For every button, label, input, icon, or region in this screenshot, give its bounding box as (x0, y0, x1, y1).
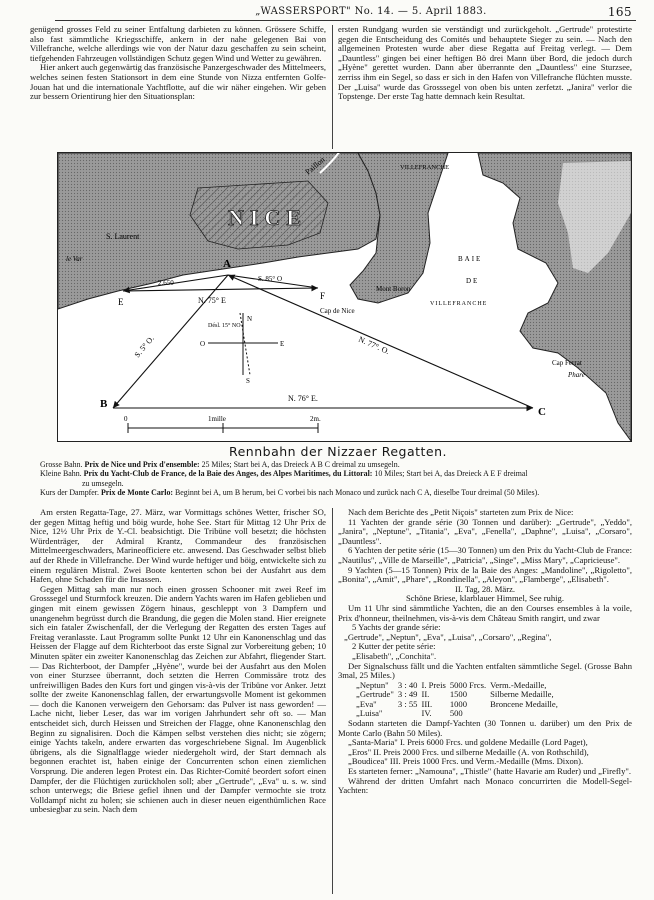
legend-kleine-prize: Prix du Yacht-Club de France, de la Baie des Anges, des Alpes Maritimes, du Littoral: (83, 469, 373, 479)
label-cap-de-nice: Cap de Nice (320, 307, 355, 315)
cell-time: 3 : 40 (397, 679, 418, 690)
label-phare: Phare (568, 371, 585, 379)
paragraph: ersten Rundgang wurden sie verständigt und zurückgeholt. „Gertrude" protestirte gegen die Entscheidung des Comités und behauptete Sieger zu sein. — Nach den allgemeinen Protesten wurde aber diese Regatta auf Freitag verlegt. — Dem „Dauntless" gingen bei einer heftigen Bö drei Mann über Bord, die jedoch durch „Hyène" gerettet wurden. Dann aber überrannte den „Dauntless" eine Sturzsee, zerriss ihm ein Segel, so dass er sich in den Hafen von Villefranche flüchten musste. Der „Luisa" wurde das Grosssegel von oben bis unten zerfetzt. „Janira" verlor die Topstenge. Der erste Tag hatte demnach kein Resultat. (338, 24, 632, 102)
paragraph: Der Signalschuss fällt und die Yachten entfalten sämmtliche Segel. (Grosse Bahn 3mal, 25 Miles.) (338, 660, 632, 681)
paragraph: Während der dritten Umfahrt nach Monaco concurrirten die Modell-Segel-Yachten: (338, 775, 632, 796)
label-compass-s: S (246, 377, 250, 385)
page-number: 165 (607, 5, 632, 19)
paragraph: Sodann starteten die Dampf-Yachten (30 Tonnen u. darüber) um den Prix de Monte Carlo (Bahn 50 Miles). (338, 718, 632, 738)
cell-prize: 1500 (449, 689, 467, 700)
legend-grosse-label: Grosse Bahn. (40, 460, 83, 469)
paragraph: Gegen Mittag sah man nur noch einen grossen Schooner mit zwei Reef im Grosssegel und Sturmfock kreuzen. Die andern Yachts waren im Hafen geblieben und gingen mit einem gewissen Zögern hinaus, geschleppt von 3 Dampfern und unangenehm begrüsst durch die Brandung, die gegen die Molen stand. Hier ereignete sich ein fataler Zwischenfall, der die Verlegung der Regatten des ersten Tages auf Freitag veranlasste. Laut Programm sollte Punkt 12 Uhr ein Kanonenschlag und das Heissen der Flagge auf dem Richterboot das erste Signal zur Vorbereitung geben; 10 Minuten später ein zweiter Kanonenschlag das Zeichen zur Abfahrt, fliegender Start. — Das Richterboot, der Dampfer „Hyène", wurde bei der Ausfahrt aus den Molen von einer Sturzsee überrannt, doch setzten die Herren Commissäre trotz des unfreiwilligen Bades den Kurs fort und gingen vis-à-vis der Tribüne vor Anker. Jetzt sollte der zweite Kanonenschlag fallen, der erwartungsvolle Moment ist gekommen — doch die Kanonen verweigern den Gehorsam: das Pulver ist nass geworden! — Lache nicht, lieber Leser, das war im vorigen Jahrhundert sehr oft so. — Man entscheidet sich, durch Heissen und Streichen der Flagge, ohne Kanonenschlag den Beginn zu signalisiren. Doch die Kämpen selbst verstehen dies nicht; sie zögern; einige Yachts takeln, andere erwarten das vorgeschriebene Signal. Im Augenblick übrigens, als die Signalflagge wieder niedergeholt wird, der Start demnach als begonnen erachtet ist, haben einige der Concurrenten schon einen ziemlichen Vorsprung. Die anderen legen Protest ein. Das Richter-Comité beordert sofort einen Dampfer, der die Flüchtigen zurückholen soll; aber „Gertrude", „Eva" u. s. w. sind schon unterwegs; die Briese gefiel ihnen und der Dampfer vermochte sie trotz Volldampf nicht zu holen; sie schienen auch in dieser neuen eigenthümlichen Race unbesiegbar zu sein. Nach dem (30, 583, 326, 815)
bottom-left-column (30, 508, 326, 815)
cell-time: 3 : 55 (397, 698, 418, 709)
results-table (356, 681, 562, 719)
label-st-laurent: S. Laurent (106, 232, 140, 241)
cell-medal: Verm.-Medaille, (490, 679, 547, 690)
paragraph: „Santa-Maria" I. Preis 6000 Frcs. und goldene Medaille (Lord Paget), (348, 737, 588, 748)
cell-place: II. (421, 689, 430, 700)
paragraph: 5 Yachts der grande série: (352, 622, 441, 633)
paragraph: Am ersten Regatta-Tage, 27. März, war Vormittags schönes Wetter, frischer SO, der gegen Mittag heftig und böig wurde, hohe See. Start für Mittag 12 Uhr Prix de Nice, 12½ Uhr Prix de Y.-Cl. beabsichtigt. Die Tribüne voll besetzt; die höchsten Würdenträger, der Admiral Krantz, Commandeur des französischen Mittelmeergeschwaders, Marineofficiere etc. anwesend. Das Geschwader selbst blieb auf der Rhede in Villefranche. Der Wind wurde heftiger und böig, entwickelte sich zu einem regulären Mistral. Zwei Boote kenterten schon bei der Ausfahrt aus dem Hafen, ohne Schaden für die Insassen. (30, 507, 326, 585)
top-left-column (30, 25, 326, 102)
label-de: DE (466, 277, 480, 285)
paragraph: Nach dem Berichte des „Petit Niçois" starteten zum Prix de Nice: (348, 507, 574, 517)
cell-yacht: „Eva" (356, 698, 377, 709)
paragraph: 6 Yachten der petite série (15—30 Tonnen) um den Prix du Yacht-Club de France: „Nautilus", „Ville de Marseille", „Patricia", „Singe", „Miss Mary", „Capricieuse". (338, 545, 632, 565)
point-e: E (118, 297, 124, 307)
cell-medal: Silberne Medaille, (490, 689, 554, 700)
scale-2: 2m. (310, 415, 321, 423)
label-le-var: le Var (66, 255, 83, 263)
regatta-course-map (57, 152, 632, 442)
label-baie: BAIE (458, 255, 483, 263)
paragraph: 11 Yachten der grande série (30 Tonnen und darüber): „Gertrude", „Yeddo", „Janira", „Neptune", „Titania", „Eva", „Fenella", „Daphne", „Luisa", „Corsaro", „Dauntless". (338, 516, 632, 546)
cell-medal: Broncene Medaille, (490, 698, 558, 709)
map-legend (40, 460, 636, 498)
legend-kleine-text: 10 Miles; Start bei A, das Dreieck A E F dreimal (374, 469, 528, 479)
paragraph: Es starteten ferner: „Namouna", „Thistle" (hatte Havarie am Ruder) und „Firefly". (348, 766, 632, 777)
legend-dampfer-prize: Prix de Monte Carlo: (100, 488, 174, 498)
map-svg (58, 153, 631, 441)
cell-prize: 500 (449, 708, 463, 719)
cell-yacht: „Gertrude" (356, 689, 394, 700)
label-villefranche-bay: VILLEFRANCHE (430, 301, 488, 307)
label-compass-o: O (200, 340, 206, 348)
page-header (30, 6, 632, 20)
point-b: B (100, 398, 108, 410)
cell-prize: 1000 (449, 698, 467, 709)
label-villefranche-town: VILLEFRANCHE (400, 164, 450, 171)
legend-grosse-prize: Prix de Nice und Prix d'ensemble: (84, 460, 200, 469)
cell-prize: 5000 Frcs. (449, 679, 487, 690)
map-caption: Rennbahn der Nizzaer Regatten. (228, 444, 447, 459)
paragraph: genügend grosses Feld zu seiner Entfaltung darbieten zu können. Grössere Schiffe, also fast sämmtliche Kriegsschiffe, ankern in der nahe gelegenen Bai von Villefranche, welche allerdings wie von der Natur dazu geschaffen zu sein scheint, tiefgehenden Fahrzeugen vollständigen Schutz gegen Wind und Wetter zu gewähren. (30, 24, 326, 63)
point-a: A (223, 258, 231, 270)
cell-time: 3 : 49 (397, 689, 418, 700)
header-title: „WASSERSPORT" No. 14. — 5. April 1883. (255, 6, 487, 17)
paragraph: „Boudicea" III. Preis 1000 Frcs. und Verm.-Medaille (Mms. Dixon). (348, 756, 584, 767)
map-scale-bar (128, 423, 318, 433)
label-compass-e: E (280, 340, 285, 348)
dist-2650: 2.650 (158, 279, 174, 287)
legend-kleine-text2: zu umsegeln. (82, 478, 124, 488)
point-c: C (538, 406, 546, 418)
scale-1: 1mille (208, 415, 226, 423)
paragraph: „Eros" II. Preis 2000 Frcs. und silberne Medaille (A. von Rothschild), (348, 746, 589, 757)
bottom-right-column (338, 508, 632, 796)
label-compass-n: N (247, 315, 253, 323)
label-mont-boron: Mont Boron (376, 285, 411, 293)
cell-place: I. Preis (421, 679, 446, 690)
legend-dampfer-text: Beginnt bei A, um B herum, bei C vorbei bis nach Monaco und zurück nach C A, dieselbe Tour dreimal (50 Miles). (175, 488, 540, 498)
paragraph: „Elisabeth", „Conchita". (352, 650, 437, 661)
legend-kleine-label: Kleine Bahn. (40, 469, 82, 479)
header-rule (55, 20, 636, 21)
cell-place: IV. (421, 708, 432, 719)
column-divider (332, 25, 333, 149)
label-cap-ferrat: Cap Ferrat (552, 359, 582, 367)
bearing-s5o: S. 5° O. (132, 334, 156, 360)
column-divider (332, 508, 333, 894)
bearing-n77o: N. 77°. O. (357, 334, 391, 357)
bearing-n75e: N. 75° E (198, 296, 226, 305)
paragraph: 9 Yachten (5—15 Tonnen) Prix de la Baie des Anges: „Mandoline", „Rigoletto", „Bonita", „Amit", „Phare", „Rondinella", „Aleyon", „Flamberge", „Elisabeth". (338, 564, 632, 585)
bearing-n76e: N. 76° E. (288, 394, 318, 403)
cell-yacht: „Luisa" (356, 708, 383, 719)
point-f: F (320, 291, 326, 301)
label-paillon: Paillon (303, 155, 327, 177)
cell-yacht: „Neptun" (356, 679, 389, 690)
day2-title: II. Tag, 28. März. (454, 583, 516, 594)
paragraph: Um 11 Uhr sind sämmtliche Yachten, die an den Courses ensembles à la voile, Prix d'honneur, theilnehmen, vis-à-vis dem Château Smith rangirt, und zwar (338, 602, 632, 623)
cell-place: III. (421, 698, 433, 709)
legend-dampfer-label: Kurs der Dampfer. (40, 488, 99, 498)
scale-0: 0 (124, 415, 128, 423)
top-right-column (338, 25, 632, 102)
paragraph: „Gertrude", „Neptun", „Eva", „Luisa", „Corsaro", „Regina", (344, 631, 552, 642)
label-declination: Désl. 15° NO (208, 323, 241, 329)
paragraph: 2 Kutter der petite série: (352, 641, 436, 652)
bearing-s85o: S. 85° O (258, 275, 282, 283)
label-nice: NICE (228, 205, 308, 230)
paragraph: Hier ankert auch gegenwärtig das französische Panzergeschwader des Mittelmeers, welches seinen festen Stationsort in dem eine Stunde von Nizza entfernten Golfe-Jouan hat und die internationale Yachtflotte, auf die wir näher eingehen. Wir geben zur bessern Orientirung hier den Situationsplan: (30, 62, 326, 102)
day2-subtitle: Schöne Briese, klarblauer Himmel, See ruhig. (406, 593, 564, 604)
legend-grosse-text: 25 Miles; Start bei A, das Dreieck A B C dreimal zu umsegeln. (201, 460, 400, 469)
